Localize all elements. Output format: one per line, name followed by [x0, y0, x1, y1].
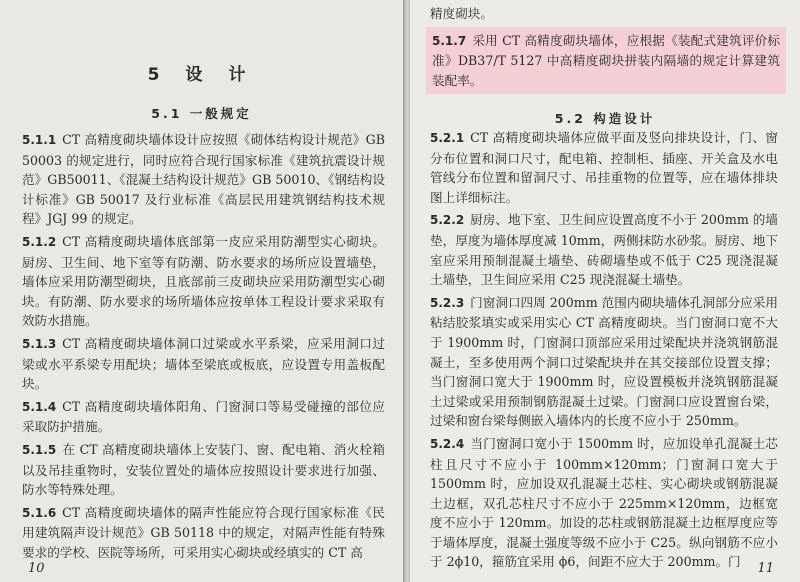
clause-number: 5.2.3 [430, 295, 465, 310]
clause-number: 5.2.4 [430, 436, 465, 451]
clause-text: 当门窗洞口宽小于 1500mm 时，应加设单孔混凝土芯柱且尺寸不应小于 100mm×120mm；门窗洞口宽大于 1500mm 时，应加设双孔混凝土芯柱、实心砌块或钢筋混凝土边框，双孔芯柱尺寸不应小于 225mm×120mm，边框宽度不应小于 120mm。加设的芯柱或钢筋混凝土边框厚度应等于墙体厚度，混凝土强度等级不应小于 C25。纵向钢筋不应小于 2ϕ10，箍筋宜采用 ϕ6，间距不应大于 200mm。门 [430, 435, 778, 570]
clause-paragraph [430, 128, 778, 207]
clause-paragraph [430, 434, 778, 572]
clause-paragraph [430, 210, 778, 289]
right-body [430, 128, 778, 575]
clause-number: 5.1.4 [22, 399, 57, 414]
right-page [410, 0, 800, 582]
page-number-right: 11 [757, 561, 774, 576]
clause-number: 5.1.2 [22, 234, 57, 249]
clause-number: 5.2.1 [430, 131, 465, 145]
clause-number: 5.2.2 [430, 213, 465, 228]
clause-text: CT 高精度砌块墙体阳角、门窗洞口等易受碰撞的部位应采取防护措施。 [22, 398, 385, 435]
clause-text: 厨房、地下室、卫生间应设置高度不小于 200mm 的墙垫，厚度为墙体厚度减 10mm，两侧抹防水砂浆。厨房、地下室应采用预制混凝土墙垫、砖砌墙垫或不低于 C25 现浇混凝土墙垫，卫生间应采用 C25 现浇混凝土墙垫。 [430, 212, 778, 288]
chapter-title: 5 设 计 [147, 65, 256, 85]
clause-number: 5.1.6 [22, 505, 57, 520]
clause-number: 5.1.7 [432, 33, 467, 48]
carry-over-text: 精度砌块。 [430, 6, 493, 21]
clause-paragraph [22, 334, 385, 394]
left-body [22, 130, 385, 565]
clause-number: 5.1.1 [22, 133, 57, 147]
clause-text: CT 高精度砌块墙体设计应按照《砌体结构设计规范》GB 50003 的规定进行，同时应符合现行国家标准《建筑抗震设计规范》GB50011、《混凝土结构设计规范》GB 50010、《钢结构设计标准》GB 50017 及行业标准《高层民用建筑钢结构技术规程》JGJ 99 的规定。 [22, 132, 385, 227]
clause-text: CT 高精度砌块墙体洞口过梁或水平系梁，应采用洞口过梁或水平系梁专用配块；墙体至梁底或板底，应设置专用盖板配块。 [22, 335, 385, 392]
clause-paragraph [22, 397, 385, 437]
book-gutter [403, 0, 410, 582]
section-title-5-2: 5.2 构造设计 [554, 111, 656, 126]
clause-number: 5.1.5 [22, 442, 57, 457]
highlighted-clause [426, 27, 786, 95]
clause-text: CT 高精度砌块墙体应做平面及竖向排块设计，门、窗分布位置和洞口尺寸，配电箱、控制柜、插座、开关盒及水电管线分布位置和留洞尺寸、吊挂重物的位置等，应在墙体排块图上详细标注。 [430, 130, 778, 205]
clause-text: 在 CT 高精度砌块墙体上安装门、窗、配电箱、消火栓箱以及吊挂重物时，安装位置处的墙体应按照设计要求进行加强、防水等特殊处理。 [22, 441, 385, 498]
section-title-5-1: 5.1 一般规定 [151, 106, 252, 121]
clause-paragraph [430, 293, 778, 431]
clause-paragraph [22, 130, 385, 229]
clause-text: CT 高精度砌块墙体的隔声性能应符合现行国家标准《民用建筑隔声设计规范》GB 50118 中的规定，对隔声性能有特殊要求的学校、医院等场所，可采用实心砌块或经填实的 CT 高 [22, 504, 385, 560]
clause-number: 5.1.3 [22, 336, 57, 351]
clause-text: 采用 CT 高精度砌块墙体，应根据《装配式建筑评价标准》DB37/T 5127 中高精度砌块拼装内隔墙的规定计算建筑装配率。 [432, 32, 780, 88]
clause-text: CT 高精度砌块墙体底部第一皮应采用防潮型实心砌块。厨房、卫生间、地下室等有防潮、防水要求的场所应设置墙垫，墙体应采用防潮型砌块，且底部前三皮砌块应采用防潮型实心砌块。有防潮、防水要求的场所墙体应按单体工程设计要求采取有效防水措施。 [22, 233, 385, 329]
clause-text: 门窗洞口四周 200mm 范围内砌块墙体孔洞部分应采用粘结胶浆填实或采用实心 CT 高精度砌块。当门窗洞口宽不大于 1900mm 时，门窗洞口顶部应采用过梁配块并浇筑钢筋混凝土，至多使用两个洞口过梁配块并在其交接部位设置支撑；当门窗洞口宽大于 1900mm 时，应设置模板并浇筑钢筋混凝土过梁或采用预制钢筋混凝土过梁。门窗洞口应设置窗台梁，过梁和窗台梁每侧嵌入墙体内的长度不应小于 250mm。 [430, 294, 778, 429]
page-number-left: 10 [28, 561, 45, 576]
right-top [430, 4, 778, 97]
clause-paragraph [22, 232, 385, 331]
clause-paragraph [22, 503, 385, 563]
clause-paragraph [22, 440, 385, 500]
